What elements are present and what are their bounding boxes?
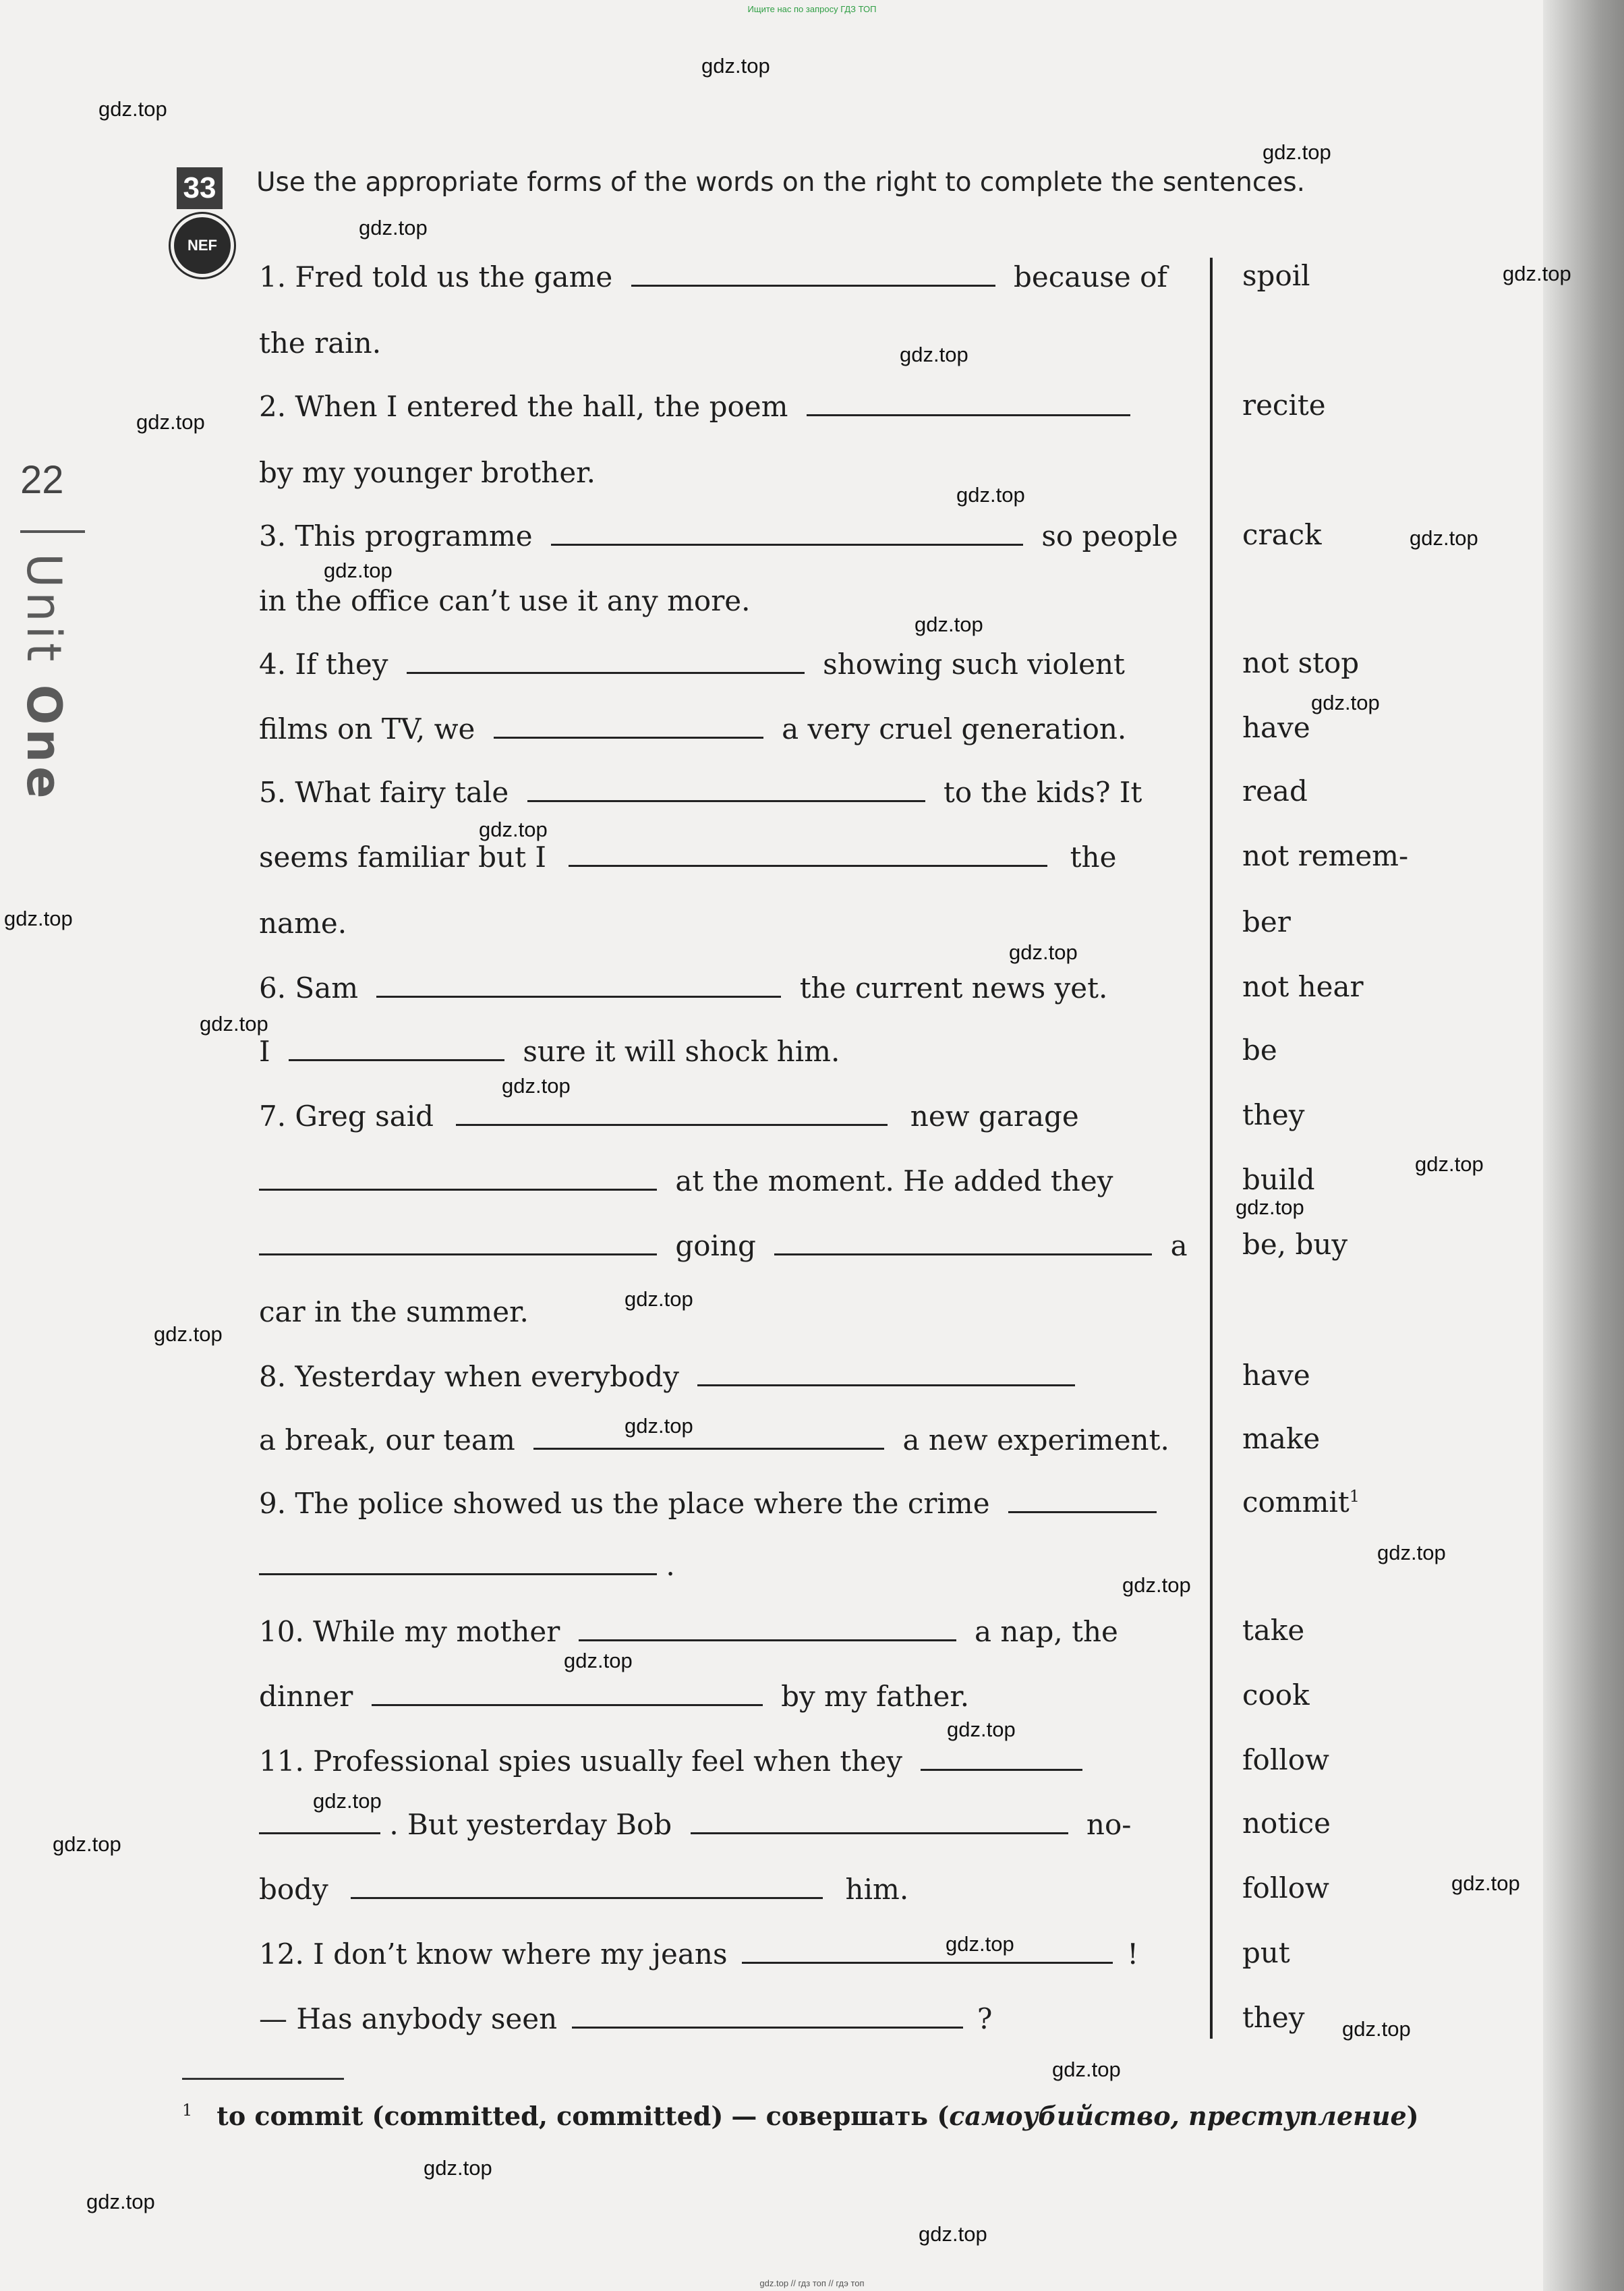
- watermark: gdz.top: [915, 613, 983, 636]
- watermark: gdz.top: [502, 1074, 571, 1098]
- text-segment: — Has anybody seen: [259, 2002, 558, 2035]
- footnote-translation: — совершать (: [731, 2101, 950, 2131]
- watermark: gdz.top: [200, 1012, 268, 1036]
- text-segment: 12. I don’t know where my jeans: [259, 1938, 728, 1971]
- text-segment: 6. Sam: [259, 971, 359, 1005]
- answer-blank[interactable]: [259, 1557, 657, 1575]
- text-segment: I: [259, 1035, 270, 1068]
- answer-blank[interactable]: [259, 1172, 657, 1191]
- watermark: gdz.top: [1122, 1573, 1191, 1597]
- text-segment: 10. While my mother: [259, 1615, 560, 1648]
- answer-blank[interactable]: [691, 1816, 1068, 1834]
- sentence-line: [259, 650, 1203, 679]
- sentence-line: [259, 329, 1203, 358]
- footnote-rule: [182, 2078, 344, 2080]
- text-segment: the current news yet.: [799, 971, 1108, 1005]
- text-segment: !: [1127, 1938, 1139, 1971]
- watermark: gdz.top: [136, 410, 205, 434]
- unit-number: One: [16, 684, 71, 803]
- word-cue: follow: [1242, 1871, 1329, 1904]
- word-cue: recite: [1242, 389, 1326, 422]
- footnote-marker: 1: [1349, 1487, 1360, 1506]
- watermark: gdz.top: [900, 343, 968, 366]
- text-segment: a very cruel generation.: [782, 712, 1127, 745]
- watermark: gdz.top: [324, 559, 393, 582]
- watermark: gdz.top: [564, 1649, 633, 1672]
- word-cue: put: [1242, 1936, 1290, 1969]
- text-segment: going: [675, 1229, 756, 1262]
- watermark: gdz.top: [359, 216, 428, 239]
- answer-blank[interactable]: [494, 720, 763, 739]
- watermark: gdz.top: [98, 97, 167, 121]
- sentence-line: [259, 2002, 1203, 2035]
- footnote-term: to commit (committed, committed): [216, 2101, 724, 2131]
- answer-blank[interactable]: [631, 268, 995, 287]
- sentence-line: [259, 1423, 1203, 1456]
- word-cue: they: [1242, 2001, 1305, 2034]
- watermark: gdz.top: [1342, 2017, 1411, 2041]
- text-segment: no-: [1086, 1808, 1132, 1841]
- text-segment: 5. What fairy tale: [259, 776, 509, 809]
- word-cue: make: [1242, 1422, 1321, 1455]
- word-cue: have: [1242, 1359, 1310, 1392]
- sentence-line: [259, 584, 1203, 617]
- watermark: gdz.top: [919, 2222, 987, 2246]
- word-cue: cook: [1242, 1678, 1310, 1712]
- sentence-line: [259, 1808, 1203, 1841]
- watermark: gdz.top: [154, 1322, 223, 1346]
- exercise-number: 33: [177, 167, 223, 209]
- text-segment: in the office can’t use it any more.: [259, 584, 751, 617]
- sentence-line: [259, 1615, 1203, 1648]
- word-cue: ber: [1242, 905, 1291, 938]
- answer-blank[interactable]: [579, 1623, 956, 1641]
- sentence-line: [259, 1229, 1203, 1262]
- unit-label: [18, 553, 71, 803]
- text-segment: a new experiment.: [902, 1423, 1169, 1456]
- answer-blank[interactable]: [376, 980, 781, 998]
- text-segment: 7. Greg said: [259, 1100, 434, 1133]
- text-segment: 3. This programme: [259, 519, 533, 553]
- word-cue: they: [1242, 1098, 1305, 1131]
- word-cue: follow: [1242, 1743, 1329, 1776]
- sentence-line: [259, 1487, 1203, 1520]
- answer-blank[interactable]: [697, 1368, 1075, 1386]
- text-segment: 11. Professional spies usually feel when they: [259, 1745, 902, 1778]
- watermark: gdz.top: [1415, 1152, 1484, 1176]
- sentence-line: [259, 519, 1203, 553]
- text-segment: 1. Fred told us the game: [259, 260, 613, 293]
- watermark: gdz.top: [86, 2190, 155, 2213]
- watermark: gdz.top: [4, 907, 73, 930]
- page-number: 22: [20, 458, 64, 502]
- word-cue: spoil: [1242, 259, 1310, 292]
- answer-blank[interactable]: [774, 1237, 1152, 1255]
- answer-blank[interactable]: [807, 398, 1130, 416]
- sentence-line: [259, 712, 1203, 745]
- answer-blank[interactable]: [921, 1753, 1082, 1771]
- answer-blank[interactable]: [372, 1688, 763, 1706]
- text-segment: so people: [1041, 519, 1178, 553]
- sentence-line: [259, 1940, 1203, 1969]
- watermark: gdz.top: [1311, 691, 1380, 714]
- text-segment: 9. The police showed us the place where the crime: [259, 1487, 990, 1520]
- answer-blank[interactable]: [259, 1816, 380, 1834]
- text-segment: new garage: [910, 1100, 1079, 1133]
- text-segment: seems familiar but I: [259, 841, 546, 874]
- answer-blank[interactable]: [572, 2010, 963, 2029]
- footnote-gloss: самоубийство, преступление: [949, 2101, 1407, 2131]
- text-segment: body: [259, 1873, 328, 1906]
- answer-blank[interactable]: [533, 1432, 884, 1450]
- answer-blank[interactable]: [407, 656, 805, 674]
- sentence-line: [259, 260, 1203, 293]
- text-segment: 4. If they: [259, 648, 388, 681]
- answer-blank[interactable]: [569, 849, 1047, 867]
- answer-blank[interactable]: [289, 1043, 504, 1061]
- bottom-banner[interactable]: gdz.top // гдз топ // гдэ топ: [759, 2278, 865, 2288]
- word-cue: crack: [1242, 518, 1322, 551]
- watermark: gdz.top: [947, 1718, 1016, 1741]
- word-cue: not stop: [1242, 646, 1360, 679]
- watermark: gdz.top: [1410, 526, 1478, 550]
- text-segment: because of: [1013, 260, 1167, 293]
- word-cue: take: [1242, 1614, 1305, 1647]
- text-segment: by my younger brother.: [259, 456, 596, 489]
- word-cue: have: [1242, 711, 1310, 744]
- sentence-line: [259, 1875, 1203, 1904]
- watermark: gdz.top: [625, 1414, 693, 1438]
- word-cue: not remem-: [1242, 839, 1409, 872]
- answer-blank[interactable]: [742, 1946, 1113, 1964]
- sentence-line: [259, 1747, 1203, 1776]
- watermark: gdz.top: [1236, 1195, 1304, 1219]
- footnote-close: ): [1406, 2101, 1419, 2131]
- sentence-line: [259, 390, 1203, 423]
- watermark: gdz.top: [1009, 940, 1078, 964]
- answer-blank[interactable]: [551, 528, 1023, 546]
- footnote-number: 1: [182, 2101, 193, 2120]
- page-edge-shadow: [1543, 0, 1624, 2291]
- sentence-line: [259, 1682, 1203, 1711]
- text-segment: the rain.: [259, 327, 382, 360]
- watermark: gdz.top: [956, 483, 1025, 507]
- watermark: gdz.top: [1377, 1541, 1446, 1564]
- watermark: gdz.top: [53, 1832, 121, 1856]
- sentence-line: [259, 909, 1203, 938]
- word-cue: be, buy: [1242, 1228, 1348, 1261]
- text-segment: . But yesterday Bob: [389, 1808, 672, 1841]
- word-cue: build: [1242, 1163, 1315, 1196]
- watermark: gdz.top: [1052, 2058, 1121, 2081]
- text-segment: dinner: [259, 1680, 353, 1713]
- text-segment: a break, our team: [259, 1423, 515, 1456]
- text-segment: sure it will shock him.: [523, 1035, 840, 1068]
- text-segment: name.: [259, 907, 347, 940]
- word-text: commit: [1242, 1486, 1350, 1519]
- sidebar-divider: [20, 530, 85, 533]
- watermark: gdz.top: [946, 1932, 1014, 1956]
- text-segment: a: [1170, 1229, 1188, 1262]
- sentence-line: [259, 1102, 1203, 1131]
- text-segment: .: [666, 1549, 675, 1582]
- answer-blank[interactable]: [456, 1108, 888, 1126]
- watermark: gdz.top: [1451, 1871, 1520, 1895]
- word-cue: be: [1242, 1034, 1277, 1067]
- nef-badge-icon: NEF: [174, 217, 231, 274]
- sentence-line: [259, 971, 1203, 1005]
- text-segment: to the kids? It: [944, 776, 1142, 809]
- word-cue: not hear: [1242, 970, 1364, 1003]
- sentence-line: [259, 1295, 1203, 1328]
- watermark: gdz.top: [479, 818, 548, 841]
- text-segment: at the moment. He added they: [675, 1164, 1113, 1197]
- sentence-line: [259, 1360, 1203, 1393]
- sentence-line: [259, 1549, 1203, 1582]
- answer-blank[interactable]: [351, 1881, 823, 1899]
- word-cue: [1242, 1488, 1397, 1517]
- sentence-line: [259, 776, 1203, 809]
- watermark: gdz.top: [313, 1789, 382, 1813]
- watermark: gdz.top: [1503, 262, 1571, 285]
- text-segment: ?: [977, 2002, 993, 2035]
- text-segment: 2. When I entered the hall, the poem: [259, 390, 788, 423]
- sentence-line: [259, 456, 1203, 489]
- sentence-line: [259, 843, 1203, 872]
- top-banner[interactable]: Ищите нас по запросу ГДЗ ТОП: [747, 4, 877, 14]
- word-cue: notice: [1242, 1807, 1331, 1840]
- word-cue: read: [1242, 774, 1308, 808]
- answer-blank[interactable]: [259, 1237, 657, 1255]
- watermark: gdz.top: [1263, 140, 1331, 164]
- unit-word: Unit: [16, 553, 71, 666]
- text-segment: 8. Yesterday when everybody: [259, 1360, 680, 1393]
- answer-blank[interactable]: [1008, 1495, 1157, 1513]
- text-segment: a nap, the: [975, 1615, 1118, 1648]
- answer-blank[interactable]: [527, 784, 925, 802]
- text-segment: by my father.: [781, 1680, 970, 1713]
- text-segment: car in the summer.: [259, 1295, 529, 1328]
- watermark: gdz.top: [625, 1287, 693, 1311]
- text-segment: him.: [845, 1873, 909, 1906]
- sentence-line: [259, 1164, 1203, 1197]
- watermark: gdz.top: [424, 2156, 492, 2180]
- text-segment: the: [1070, 841, 1117, 874]
- watermark: gdz.top: [701, 54, 770, 78]
- footnote: [182, 2101, 1419, 2131]
- column-divider: [1210, 258, 1213, 2039]
- text-segment: films on TV, we: [259, 712, 475, 745]
- sentence-line: [259, 1035, 1203, 1068]
- text-segment: showing such violent: [823, 648, 1125, 681]
- exercise-instruction: Use the appropriate forms of the words on the right to complete the sentences.: [256, 167, 1306, 198]
